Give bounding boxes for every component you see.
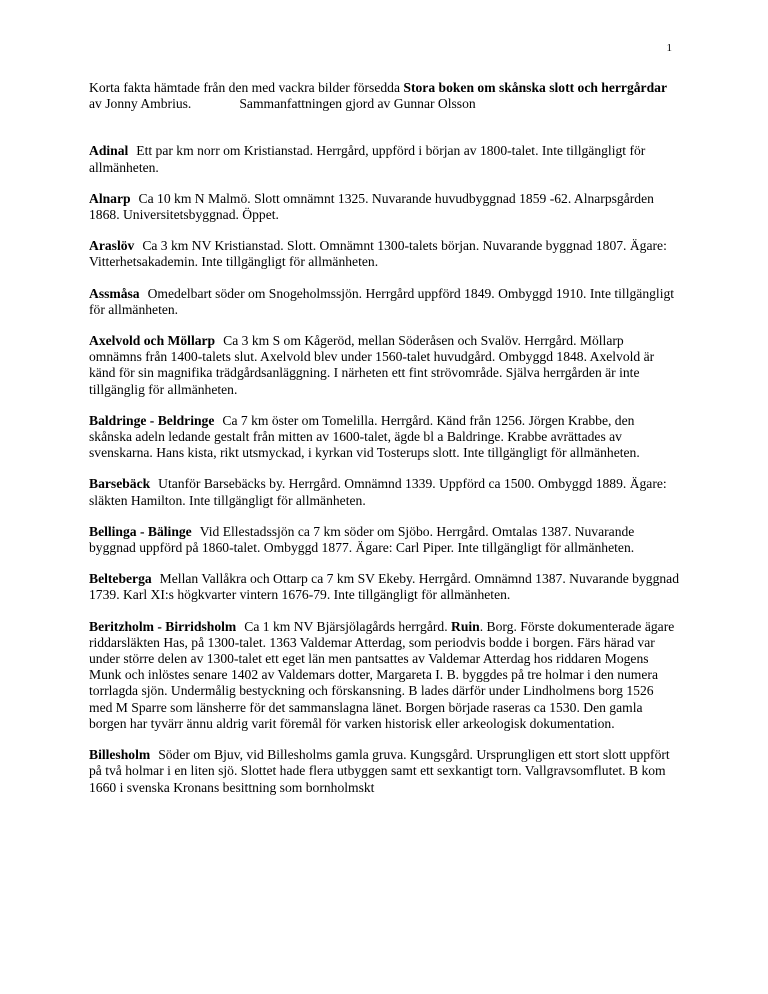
entry-bellinga [89, 524, 679, 556]
entry-text: Utanför Barsebäcks by. Herrgård. Omnämnd 1339. Uppförd ca 1500. Ombyggd 1889. Ägare: släkten Hamilton. Inte tillgängligt för allmänheten. [89, 476, 667, 508]
intro-prefix: Korta fakta hämtade från den med vackra bilder försedda [89, 80, 404, 95]
entry-text-before: Ca 1 km NV Bjärsjölagårds herrgård. [244, 618, 452, 634]
entry-name: Araslöv [89, 238, 135, 254]
entry-text: Ca 10 km N Malmö. Slott omnämnt 1325. Nuvarande huvudbyggnad 1859 -62. Alnarpsgården 1868. Universitetsbyggnad. Öppet. [89, 190, 654, 223]
entry-name: Assmåsa [89, 285, 140, 301]
intro-author: av Jonny Ambrius. [89, 96, 192, 112]
entry-name: Belteberga [89, 571, 152, 587]
entry-name: Alnarp [89, 190, 131, 206]
intro-summary: Sammanfattningen gjord av Gunnar Olsson [239, 96, 476, 112]
entry-name: Baldringe - Beldringe [89, 412, 215, 428]
entry-beritzholm [89, 619, 679, 732]
entry-text: Söder om Bjuv, vid Billesholms gamla gruva. Kungsgård. Ursprungligen ett stort slott uppfört på två holmar i en liten sjö. Slottet hade flera utbyggen samt ett sexkantigt torn. Vallgravsomflutet. B kom 1660 i svenska Kronans besittning som bornholmskt [89, 747, 670, 795]
page-number: 1 [666, 42, 672, 54]
book-title: Stora boken om skånska slott och herrgårdar [403, 80, 667, 95]
entry-alnarp [89, 191, 679, 223]
entry-text: Ca 3 km NV Kristianstad. Slott. Omnämnt 1300-talets början. Nuvarande byggnad 1807. Ägare: Vitterhetsakademin. Inte tillgängligt för allmänheten. [89, 238, 667, 270]
entry-text: Ett par km norr om Kristianstad. Herrgård, uppförd i början av 1800-talet. Inte tillgängligt för allmänheten. [89, 143, 646, 175]
entry-text: Ca 7 km öster om Tomelilla. Herrgård. Känd från 1256. Jörgen Krabbe, den skånska adeln ledande gestalt från mitten av 1600-talet, ägde bl a Baldringe. Krabbe avrättades av svenskarna. Hans kista, rikt utsmyckad, i kyrkan vid Tosterups slott. Inte tillgängligt för allmänheten. [89, 412, 640, 461]
entry-baldringe [89, 413, 679, 462]
entry-name: Bellinga - Bälinge [89, 523, 192, 539]
entry-araslov [89, 238, 679, 270]
entry-axelvold [89, 333, 679, 398]
entry-assmasa [89, 286, 679, 318]
entry-adinal [89, 143, 679, 175]
entry-belteberga [89, 571, 679, 603]
entry-name: Billesholm [89, 747, 151, 763]
entry-text: . Borg. Förste dokumenterade ägare riddarsläkten Has, på 1300-talet. 1363 Valdemar Atterdag, som periodvis bodde i borgen. Färs härad var under större delen av 1300-talet ett eget län men pantsattes av Valdemar Atterdag hos riddaren Mogens Munk och inlöstes senare 1402 av Valdemars dotter, Margareta I. B. byggdes på tre holmar i den numera torrlagda sjön. Undermålig bestyckning och förskansning. B lades därför under Lindholmens borg 1526 med M Sparre som länsherre för det sammanslagna länet. Borgen började raseras ca 1530. Den gamla borgen har tyvärr ännu aldrig varit föremål för varken historisk eller arkeologisk dokumentation. [89, 618, 675, 731]
entry-billesholm [89, 747, 679, 796]
entry-text: Ca 3 km S om Kågeröd, mellan Söderåsen och Svalöv. Herrgård. Möllarp omnämns från 1400-talets slut. Axelvold blev under 1560-talet huvudgård. Ombyggd 1848. Axelvold är känd för sin magnifika trädgårdsanläggning. I närheten ett fint strövområde. Själva herrgården är inte tillgänglig för allmänheten. [89, 333, 655, 397]
entry-name: Barsebäck [89, 476, 151, 492]
entry-name: Beritzholm - Birridsholm [89, 618, 237, 634]
entry-text: Omedelbart söder om Snogeholmssjön. Herrgård uppförd 1849. Ombyggd 1910. Inte tillgängligt för allmänheten. [89, 285, 675, 317]
ruin-label: Ruin [451, 618, 480, 634]
entry-name: Axelvold och Möllarp [89, 333, 216, 349]
document-body [89, 80, 679, 811]
entry-text: Mellan Vallåkra och Ottarp ca 7 km SV Ekeby. Herrgård. Omnämnd 1387. Nuvarande byggnad 1739. Karl XI:s högkvarter vintern 1676-79. Inte tillgängligt för allmänheten. [89, 571, 679, 603]
entry-name: Adinal [89, 143, 129, 159]
entry-text: Vid Ellestadssjön ca 7 km söder om Sjöbo. Herrgård. Omtalas 1387. Nuvarande byggnad uppförd på 1860-talet. Ombyggd 1877. Ägare: Carl Piper. Inte tillgängligt för allmänheten. [89, 523, 635, 556]
intro-paragraph [89, 80, 679, 112]
entry-barseback [89, 476, 679, 508]
